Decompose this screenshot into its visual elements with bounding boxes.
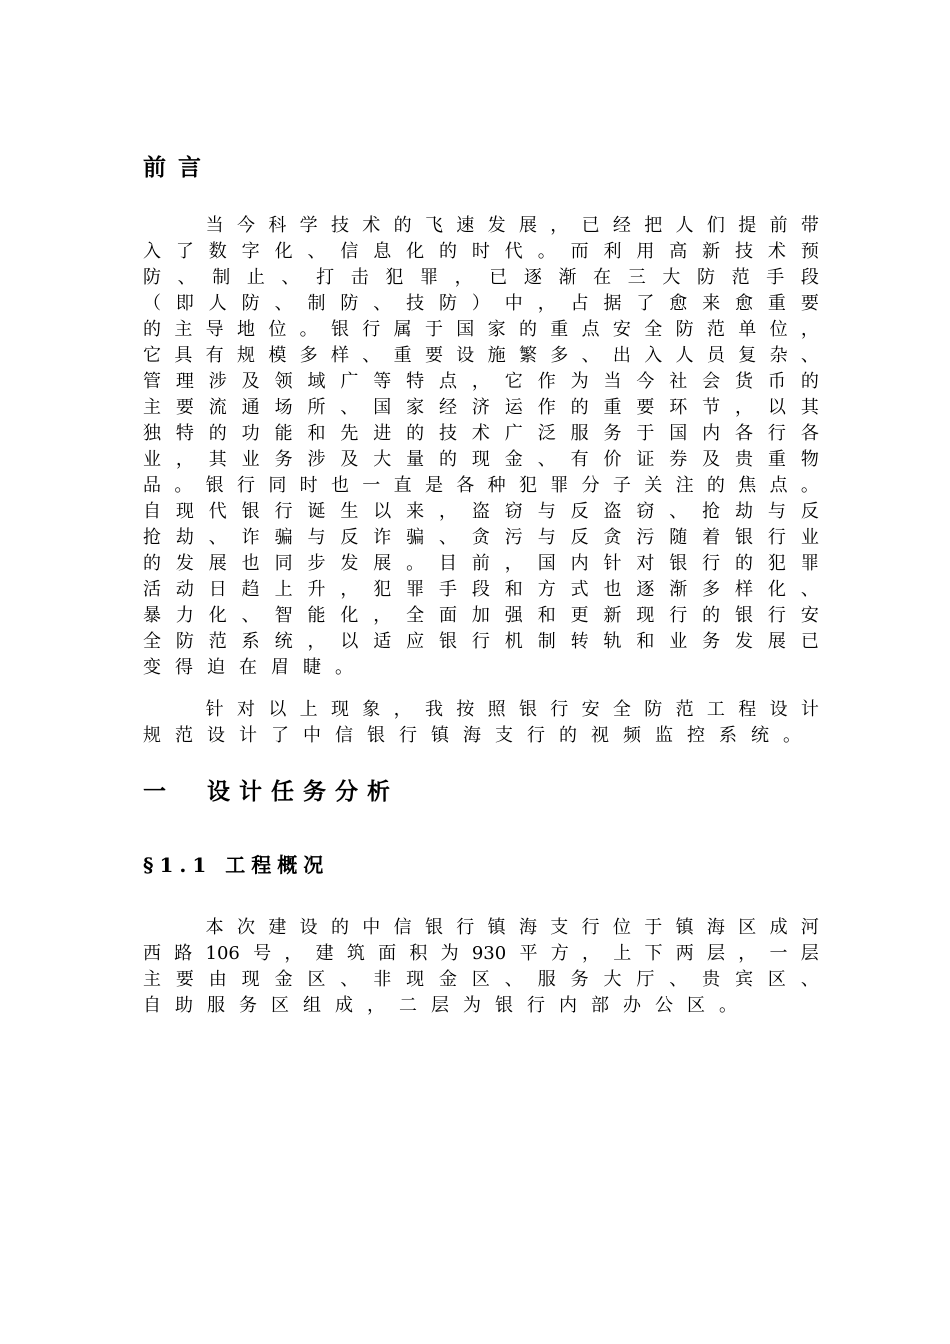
paragraph-line: 的 发 展 也 同 步 发 展 。 目 前 ， 国 内 针 对 银 行 的 犯 罪: [143, 553, 819, 574]
paragraph-line: 抢 劫 、 诈 骗 与 反 诈 骗 、 贪 污 与 反 贪 污 随 着 银 行 业: [143, 527, 819, 548]
paragraph-line: 它 具 有 规 模 多 样 、 重 要 设 施 繁 多 、 出 入 人 员 复 杂 、: [143, 345, 819, 366]
section-1-1-heading: §1.1 工程概况: [143, 853, 330, 877]
purpose-paragraph: [143, 697, 819, 749]
paragraph-line: 自 现 代 银 行 诞 生 以 来 ， 盗 窃 与 反 盗 窃 、 抢 劫 与 反: [143, 501, 819, 522]
paragraph-line: 暴 力 化 、 智 能 化 ， 全 面 加 强 和 更 新 现 行 的 银 行 安: [143, 605, 819, 626]
paragraph-line: 入 了 数 字 化 、 信 息 化 的 时 代 。 而 利 用 高 新 技 术 预: [143, 241, 819, 262]
paragraph-line: 业 ， 其 业 务 涉 及 大 量 的 现 金 、 有 价 证 券 及 贵 重 物: [143, 449, 819, 470]
paragraph-line: 防 、 制 止 、 打 击 犯 罪 ， 已 逐 渐 在 三 大 防 范 手 段: [143, 267, 819, 288]
paragraph-line: 活 动 日 趋 上 升 ， 犯 罪 手 段 和 方 式 也 逐 渐 多 样 化 、: [143, 579, 819, 600]
paragraph-line: 主 要 由 现 金 区 、 非 现 金 区 、 服 务 大 厅 、 贵 宾 区 、: [143, 969, 819, 990]
paragraph-line: 管 理 涉 及 领 域 广 等 特 点 ， 它 作 为 当 今 社 会 货 币 的: [143, 371, 819, 392]
paragraph-line: 规 范 设 计 了 中 信 银 行 镇 海 支 行 的 视 频 监 控 系 统 。: [143, 725, 801, 746]
intro-paragraph: [143, 213, 819, 681]
paragraph-line: 主 要 流 通 场 所 、 国 家 经 济 运 作 的 重 要 环 节 ， 以 其: [143, 397, 819, 418]
chapter-1-heading: 一 设计任务分析: [143, 778, 399, 805]
paragraph-line: 当 今 科 学 技 术 的 飞 速 发 展 ， 已 经 把 人 们 提 前 带: [205, 215, 819, 236]
paragraph-line: 本 次 建 设 的 中 信 银 行 镇 海 支 行 位 于 镇 海 区 成 河: [205, 917, 819, 938]
paragraph-line: 自 助 服 务 区 组 成 ， 二 层 为 银 行 内 部 办 公 区 。: [143, 995, 737, 1016]
paragraph-line: 针 对 以 上 现 象 ， 我 按 照 银 行 安 全 防 范 工 程 设 计: [205, 699, 819, 720]
paragraph-line: 独 特 的 功 能 和 先 进 的 技 术 广 泛 服 务 于 国 内 各 行 各: [143, 423, 819, 444]
paragraph-line: 西 路 106 号 ， 建 筑 面 积 为 930 平 方 ， 上 下 两 层 ， 一 层: [143, 943, 819, 964]
paragraph-line: （ 即 人 防 、 制 防 、 技 防 ） 中 ， 占 据 了 愈 来 愈 重 要: [143, 293, 819, 314]
preface-heading: 前言: [143, 154, 213, 181]
paragraph-line: 的 主 导 地 位 。 银 行 属 于 国 家 的 重 点 安 全 防 范 单 位 ，: [143, 319, 819, 340]
paragraph-line: 变 得 迫 在 眉 睫 。: [143, 657, 353, 678]
overview-paragraph: [143, 915, 819, 1019]
paragraph-line: 全 防 范 系 统 ， 以 适 应 银 行 机 制 转 轨 和 业 务 发 展 已: [143, 631, 819, 652]
paragraph-line: 品 。 银 行 同 时 也 一 直 是 各 种 犯 罪 分 子 关 注 的 焦 点 。: [143, 475, 819, 496]
